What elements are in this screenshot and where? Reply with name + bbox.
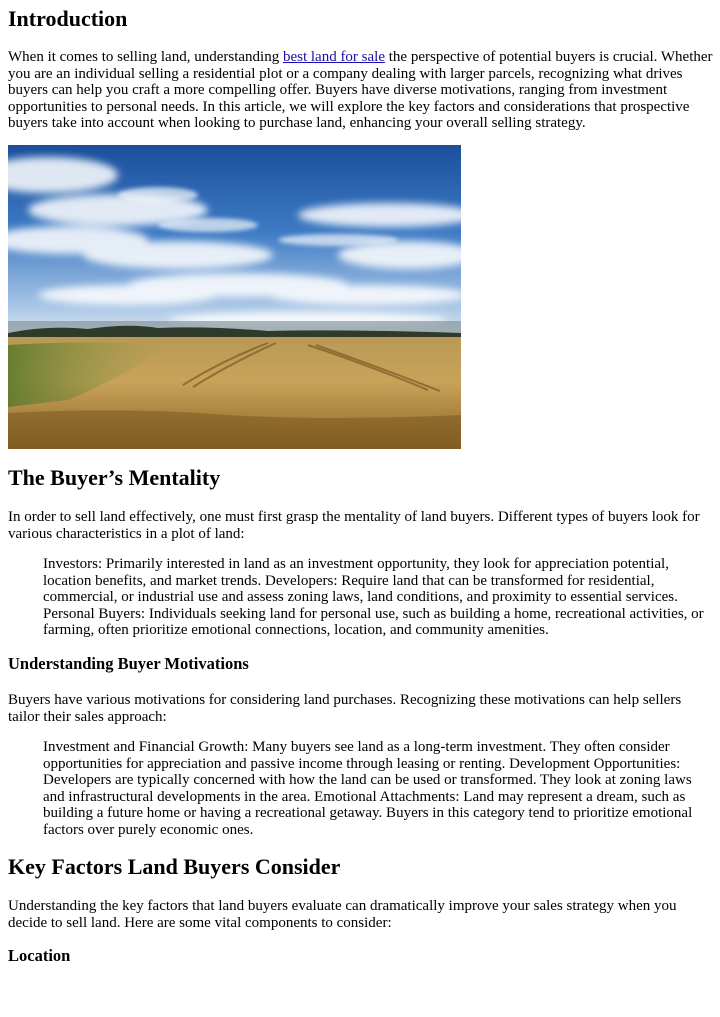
- key-factors-intro: Understanding the key factors that land buyers evaluate can dramatically improve your sales strategy when you decide to sell land. Here are some vital components to consider:: [8, 898, 677, 931]
- motivations-intro: Buyers have various motivations for considering land purchases. Recognizing these motivations can help sellers tailor their sales approach:: [8, 692, 682, 725]
- farmland-field-image: [8, 145, 461, 449]
- intro-text-before-link: When it comes to selling land, understanding: [8, 49, 283, 65]
- buyer-mentality-heading: The Buyer’s Mentality: [8, 465, 221, 490]
- buyer-types-quote: Investors: Primarily interested in land as an investment opportunity, they look for appreciation potential, location benefits, and market trends. Developers: Require land that can be transformed for residential, commercial, or industrial use and assess zoning laws, land conditions, and proximity to essential services. Personal Buyers: Individuals seeking land for personal use, such as building a home, recreational activities, or farming, often prioritize emotional connections, location, and community amenities.: [43, 556, 704, 638]
- intro-heading: Introduction: [8, 6, 128, 31]
- motivations-heading: Understanding Buyer Motivations: [8, 654, 249, 673]
- intro-text-after-link: the perspective of potential buyers is crucial. Whether you are an individual selling a residential plot or a company dealing with larger parcels, recognizing what drives buyers can help you craft a more compelling offer. Buyers have diverse motivations, ranging from investment opportunities to personal needs. In this article, we will explore the key factors and considerations that prospective buyers take into account when looking to purchase land, enhancing your overall selling strategy.: [8, 49, 713, 131]
- key-factors-heading: Key Factors Land Buyers Consider: [8, 854, 341, 879]
- motivations-quote: Investment and Financial Growth: Many buyers see land as a long-term investment. They often consider opportunities for appreciation and passive income through leasing or renting. Development Opportunities: Developers are typically concerned with how the land can be used or transformed. They look at zoning laws and infrastructural developments in the area. Emotional Attachments: Land may represent a dream, such as building a future home or having a recreational getaway. Buyers in this category tend to prioritize emotional factors over purely economic ones.: [43, 739, 693, 838]
- location-heading: Location: [8, 946, 71, 965]
- intro-paragraph: [8, 49, 714, 132]
- best-land-for-sale-link[interactable]: best land for sale: [282, 49, 386, 65]
- buyer-mentality-intro: In order to sell land effectively, one must first grasp the mentality of land buyers. Different types of buyers look for various characteristics in a plot of land:: [8, 509, 700, 542]
